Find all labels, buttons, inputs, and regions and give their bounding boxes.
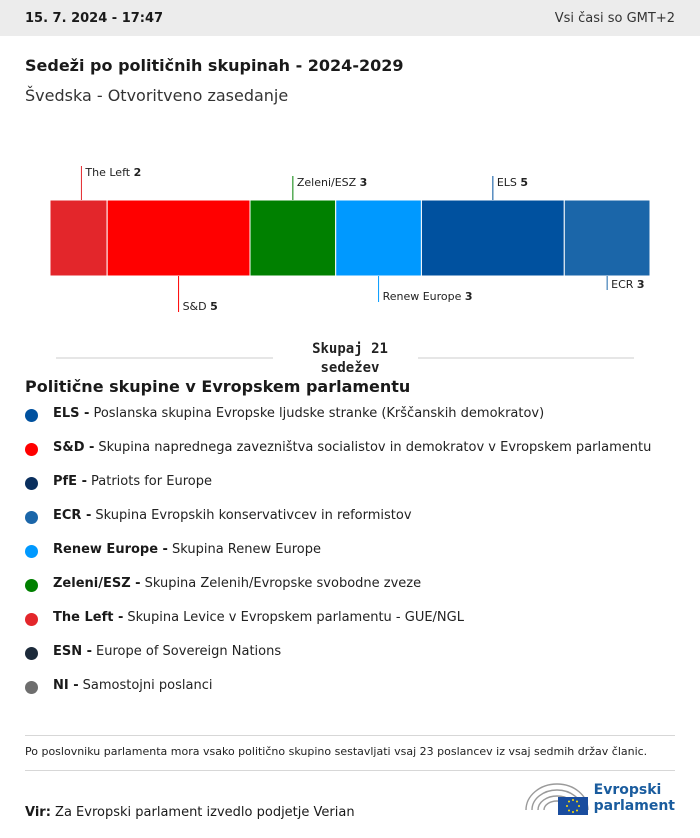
- bar-segment: [421, 200, 564, 276]
- page-subtitle: Švedska - Otvoritveno zasedanje: [25, 86, 289, 105]
- legend-abbr: ECR -: [53, 508, 92, 523]
- legend-desc: Skupina Evropskih konservativcev in reformistov: [95, 508, 412, 523]
- legend-item: [25, 644, 651, 678]
- legend-color-dot: [25, 545, 38, 558]
- bar-label-name: Renew Europe: [382, 290, 465, 303]
- footnote: Po poslovniku parlamenta mora vsako politično skupino sestavljati vsaj 23 poslancev iz vsaj sedmih držav članic.: [25, 745, 648, 758]
- ep-logo: [524, 780, 675, 816]
- legend-item: [25, 508, 651, 542]
- bar-label-value: 5: [210, 300, 218, 313]
- bar-label-name: ELS: [496, 176, 521, 189]
- bar-label-value: 2: [133, 166, 142, 179]
- legend-item: [25, 610, 651, 644]
- legend-desc: Skupina Levice v Evropskem parlamentu - GUE/NGL: [127, 610, 464, 625]
- total-seats-line2: sedežev: [320, 360, 380, 376]
- legend-color-dot: [25, 477, 38, 490]
- legend-abbr: NI -: [53, 678, 79, 693]
- timezone-note: Vsi časi so GMT+2: [554, 10, 675, 26]
- legend-desc: Skupina Zelenih/Evropske svobodne zveze: [144, 576, 422, 591]
- bar-segment: [250, 200, 336, 276]
- logo-line-2: parlament: [593, 798, 675, 814]
- bar-label-value: 5: [520, 176, 529, 189]
- source-label: Vir:: [25, 805, 51, 820]
- divider: [25, 735, 675, 736]
- logo-text: [594, 782, 675, 814]
- bar-label: [383, 290, 473, 303]
- legend-abbr: The Left -: [53, 610, 124, 625]
- legend-desc: Skupina Renew Europe: [171, 542, 321, 557]
- bar-label: [497, 176, 528, 189]
- bar-segment: [107, 200, 250, 276]
- bar-label-name: The Left: [85, 166, 134, 179]
- legend-desc: Patriots for Europe: [91, 474, 212, 489]
- legend-item: [25, 678, 651, 712]
- legend-abbr: ESN -: [53, 644, 93, 659]
- bar-segment: [336, 200, 422, 276]
- legend-abbr: Renew Europe -: [53, 542, 168, 557]
- bar-label: [84, 166, 141, 179]
- legend-item: [25, 576, 651, 610]
- seats-chart: [0, 150, 700, 380]
- legend-color-dot: [25, 511, 38, 524]
- legend-list: [25, 406, 651, 712]
- bar-label-name: Zeleni/ESZ: [296, 176, 360, 189]
- bar-label-name: ECR: [611, 278, 637, 291]
- legend-color-dot: [25, 409, 38, 422]
- legend-abbr: S&D -: [53, 440, 95, 455]
- bar-label: [183, 300, 218, 313]
- legend-color-dot: [25, 647, 38, 660]
- legend-desc: Samostojni poslanci: [82, 678, 213, 693]
- legend-desc: Poslanska skupina Evropske ljudske stranke (Krščanskih demokratov): [93, 406, 545, 421]
- legend-abbr: Zeleni/ESZ -: [53, 576, 141, 591]
- legend-abbr: PfE -: [53, 474, 87, 489]
- timestamp: 15. 7. 2024 - 17:47: [25, 10, 164, 26]
- page-title: Sedeži po političnih skupinah - 2024-2029: [25, 56, 404, 75]
- top-bar: [0, 0, 700, 36]
- legend-item: [25, 440, 651, 474]
- legend-color-dot: [25, 443, 38, 456]
- legend-desc: Skupina naprednega zavezništva socialistov in demokratov v Evropskem parlamentu: [98, 440, 652, 455]
- bar-label: [297, 176, 367, 189]
- legend-title: Politične skupine v Evropskem parlamentu: [25, 377, 411, 396]
- divider: [25, 770, 675, 771]
- source-line: [25, 805, 355, 820]
- bar-label-value: 3: [636, 278, 645, 291]
- legend-item: [25, 542, 651, 576]
- logo-line-1: Evropski: [593, 782, 662, 798]
- legend-color-dot: [25, 613, 38, 626]
- legend-item: [25, 406, 651, 440]
- total-seats-line1: Skupaj 21: [312, 341, 388, 357]
- bar-segment: [564, 200, 650, 276]
- parliament-hemicycle-icon: [524, 780, 590, 816]
- bar-label-value: 3: [464, 290, 473, 303]
- legend-abbr: ELS -: [53, 406, 90, 421]
- legend-color-dot: [25, 579, 38, 592]
- bar-label-value: 3: [359, 176, 368, 189]
- legend-item: [25, 474, 651, 508]
- bar-label: [611, 278, 644, 291]
- source-text: Za Evropski parlament izvedlo podjetje Verian: [55, 805, 355, 820]
- legend-desc: Europe of Sovereign Nations: [96, 644, 282, 659]
- legend-color-dot: [25, 681, 38, 694]
- bar-label-name: S&D: [182, 300, 211, 313]
- bar-segment: [50, 200, 107, 276]
